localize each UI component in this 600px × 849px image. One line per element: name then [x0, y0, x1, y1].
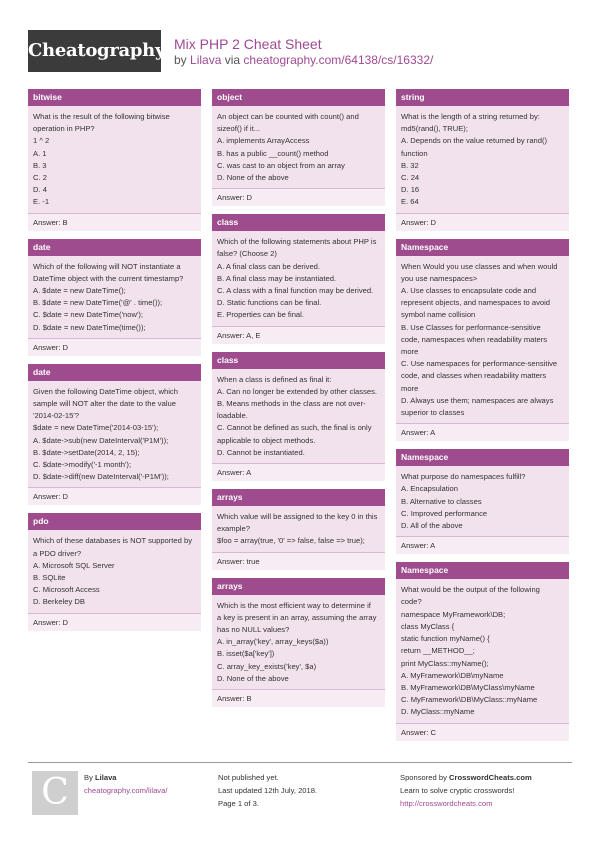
question-line: B. Alternative to classes [401, 496, 482, 506]
question-card [28, 513, 201, 630]
card-answer: Answer: B [28, 213, 201, 231]
question-line: example? [217, 524, 250, 534]
byline-by: by [174, 53, 187, 67]
question-line: a PDO driver? [33, 548, 82, 558]
question-line: sample will NOT alter the date to the value [33, 399, 176, 409]
question-card [212, 352, 385, 481]
author-avatar: C [32, 771, 78, 815]
question-line: B. Use Classes for performance-sensitive [401, 322, 541, 332]
question-line: return __METHOD__; [401, 646, 475, 656]
question-line: Which of the following will NOT instantiate a [33, 261, 181, 271]
question-line: C. $date->modify('-1 month'); [33, 460, 132, 470]
question-line: E. 64 [401, 197, 419, 207]
question-line: E. Properties can be final. [217, 310, 304, 320]
question-line: class MyClass { [401, 621, 455, 631]
question-line: static function myName() { [401, 634, 490, 644]
sponsor-tagline: Learn to solve cryptic crosswords! [400, 786, 515, 795]
column-1 [28, 89, 201, 639]
sponsor-name: CrosswordCheats.com [449, 773, 532, 782]
question-line: A. $date = new DateTime(); [33, 286, 126, 296]
card-question [28, 256, 201, 338]
question-line: A. Encapsulation [401, 484, 458, 494]
card-heading: object [212, 89, 385, 106]
question-line: false? (Choose 2) [217, 249, 277, 259]
card-answer: Answer: D [396, 213, 569, 231]
question-card [396, 449, 569, 554]
question-line: A. 1 [33, 148, 47, 158]
question-card [28, 89, 201, 231]
question-line: C. 2 [33, 173, 47, 183]
question-line: B. isset($a['key']) [217, 649, 275, 659]
card-heading: class [212, 214, 385, 231]
sponsor-link[interactable]: http://crosswordcheats.com [400, 799, 493, 808]
card-answer: Answer: true [212, 552, 385, 570]
question-line: C. Improved performance [401, 508, 488, 518]
question-line: B. $date = new DateTime('@' . time()); [33, 298, 163, 308]
column-2 [212, 89, 385, 715]
card-question [212, 106, 385, 188]
question-line: superior to classes [401, 408, 465, 418]
question-line: An object can be counted with count() and [217, 112, 359, 121]
card-question [212, 369, 385, 463]
question-line: What is the result of the following bitwise [33, 112, 170, 121]
question-card [212, 89, 385, 206]
question-card [396, 89, 569, 231]
question-line: Which value will be assigned to the key 0 in this [217, 512, 378, 522]
card-question [212, 595, 385, 689]
card-heading: date [28, 239, 201, 256]
sheet-url-link[interactable]: cheatography.com/64138/cs/16332/ [243, 53, 434, 67]
card-question [28, 106, 201, 213]
question-line: D. Berkeley DB [33, 597, 85, 607]
question-line: $foo = array(true, '0' => false, false => true); [217, 536, 365, 546]
card-question [212, 231, 385, 325]
question-line: A. MyFramework\DB\myName [401, 670, 504, 680]
question-line: E. -1 [33, 197, 50, 207]
question-line: C. was cast to an object from an array [217, 160, 345, 170]
question-line: D. Cannot be instantiated. [217, 447, 305, 457]
card-heading: pdo [28, 513, 201, 530]
footer-sponsor [400, 771, 532, 810]
footer-author [84, 771, 167, 797]
question-line: A. $date->sub(new DateInterval('P1M')); [33, 435, 169, 445]
question-card [28, 364, 201, 506]
column-3 [396, 89, 569, 749]
card-answer: Answer: A [396, 423, 569, 441]
card-heading: arrays [212, 578, 385, 595]
question-line: code? [401, 597, 422, 607]
question-line: applicable to object methods. [217, 435, 316, 445]
card-question [28, 530, 201, 612]
question-line: sizeof() if it... [217, 124, 261, 134]
card-heading: Namespace [396, 239, 569, 256]
card-question [396, 466, 569, 536]
question-line: D. Always use them; namespaces are always [401, 395, 554, 405]
question-line: A. Depends on the value returned by rand() [401, 136, 548, 146]
question-line: '2014-02-15'? [33, 411, 79, 421]
question-line: B. A final class may be instantiated. [217, 273, 337, 283]
sponsor-prefix: Sponsored by [400, 773, 447, 782]
question-line: code, and classes when readability matters [401, 371, 547, 381]
card-answer: Answer: A [396, 536, 569, 554]
card-heading: class [212, 352, 385, 369]
card-answer: Answer: D [28, 613, 201, 631]
question-line: B. MyFramework\DB\MyClass\myName [401, 682, 535, 692]
question-card [396, 562, 569, 740]
question-card [212, 578, 385, 707]
question-line: What purpose do namespaces fulfill? [401, 472, 526, 482]
title-block [174, 36, 433, 68]
question-line: symbol name collision [401, 310, 476, 320]
card-question [396, 579, 569, 722]
sheet-title: Mix PHP 2 Cheat Sheet [174, 36, 322, 52]
question-line: Which of these databases is NOT supported by [33, 536, 192, 546]
footer-author-name: Lilava [95, 773, 117, 782]
question-line: D. 16 [401, 185, 420, 195]
question-line: D. None of the above [217, 673, 289, 683]
question-line: A. Microsoft SQL Server [33, 560, 115, 570]
card-heading: Namespace [396, 449, 569, 466]
question-line: function [401, 148, 428, 158]
question-line: print MyClass::myName(); [401, 658, 489, 668]
question-card [396, 239, 569, 442]
question-line: C. array_key_exists('key', $a) [217, 661, 317, 671]
question-line: What is the length of a string returned by: [401, 112, 540, 121]
question-line: operation in PHP? [33, 124, 95, 134]
question-line: C. A class with a final function may be derived. [217, 286, 374, 296]
byline-via: via [224, 53, 241, 67]
question-line: B. Means methods in the class are not over- [217, 399, 366, 409]
question-line: C. $date = new DateTime('now'); [33, 310, 144, 320]
question-line: has no NULL values? [217, 625, 290, 635]
question-line: When a class is defined as final it: [217, 374, 332, 384]
question-line: A. A final class can be derived. [217, 261, 320, 271]
card-answer: Answer: A, E [212, 326, 385, 344]
question-line: A. implements ArrayAccess [217, 136, 310, 146]
author-link[interactable]: Lilava [190, 53, 222, 67]
card-answer: Answer: D [28, 487, 201, 505]
byline [174, 52, 433, 68]
question-line: represent objects, and namespaces to avoid [401, 298, 551, 308]
question-line: code, namespaces when readability maters [401, 334, 548, 344]
question-line: Given the following DateTime object, which [33, 386, 178, 396]
question-line: D. $date->diff(new DateInterval('-P1M')); [33, 472, 169, 482]
card-question [396, 106, 569, 213]
card-heading: string [396, 89, 569, 106]
question-line: C. 24 [401, 173, 420, 183]
question-line: C. Cannot be defined as such, the final is only [217, 423, 372, 433]
footer-status [218, 771, 317, 810]
sheet-header [28, 30, 588, 74]
question-line: D. None of the above [217, 173, 289, 183]
card-answer: Answer: D [28, 338, 201, 356]
question-line: 1 ^ 2 [33, 136, 50, 146]
question-line: B. 32 [401, 160, 419, 170]
question-line: When Would you use classes and when would [401, 261, 558, 271]
question-line: Which of the following statements about PHP is [217, 237, 377, 247]
question-line: a key is present in an array, assuming the array [217, 612, 377, 622]
question-line: DateTime object with the current timestamp? [33, 273, 184, 283]
question-line: D. MyClass::myName [401, 707, 475, 717]
question-line: namespace MyFramework\DB; [401, 609, 506, 619]
cheatography-logo[interactable]: Cheatography [28, 30, 161, 72]
card-heading: date [28, 364, 201, 381]
question-line: D. All of the above [401, 521, 463, 531]
question-card [28, 239, 201, 356]
question-line: B. $date->setDate(2014, 2, 15); [33, 447, 140, 457]
question-line: more [401, 347, 419, 357]
publish-status: Not published yet. [218, 773, 279, 782]
question-line: What would be the output of the following [401, 585, 540, 595]
card-heading: arrays [212, 489, 385, 506]
card-question [28, 381, 201, 488]
question-line: C. MyFramework\DB\MyClass::myName [401, 695, 538, 705]
last-updated: Last updated 12th July, 2018. [218, 786, 318, 795]
card-question [212, 506, 385, 552]
card-answer: Answer: A [212, 463, 385, 481]
question-card [212, 214, 385, 343]
card-answer: Answer: C [396, 723, 569, 741]
card-answer: Answer: B [212, 689, 385, 707]
question-line: C. Use namespaces for performance-sensitive [401, 359, 558, 369]
question-line: A. in_array('key', array_keys($a)) [217, 637, 329, 647]
question-line: more [401, 383, 419, 393]
question-line: D. $date = new DateTime(time()); [33, 322, 146, 332]
question-line: D. 4 [33, 185, 47, 195]
footer-by: By [84, 773, 93, 782]
question-line: A. Use classes to encapsulate code and [401, 286, 537, 296]
question-line: D. Static functions can be final. [217, 298, 322, 308]
card-heading: Namespace [396, 562, 569, 579]
footer-author-link[interactable]: cheatography.com/lilava/ [84, 786, 168, 795]
question-card [212, 489, 385, 570]
card-question [396, 256, 569, 424]
question-line: B. has a public __count() method [217, 148, 329, 158]
sheet-footer [28, 762, 572, 822]
question-line: loadable. [217, 411, 248, 421]
question-line: you use namespaces> [401, 273, 478, 283]
question-line: A. Can no longer be extended by other classes. [217, 386, 377, 396]
page-number: Page 1 of 3. [218, 799, 259, 808]
question-line: Which is the most efficient way to determine if [217, 600, 371, 610]
card-heading: bitwise [28, 89, 201, 106]
question-line: B. 3 [33, 160, 47, 170]
question-line: C. Microsoft Access [33, 585, 100, 595]
question-line: $date = new DateTime('2014-03-15'); [33, 423, 159, 433]
question-line: B. SQLite [33, 573, 66, 583]
card-answer: Answer: D [212, 188, 385, 206]
question-line: md5(rand(), TRUE); [401, 124, 468, 134]
